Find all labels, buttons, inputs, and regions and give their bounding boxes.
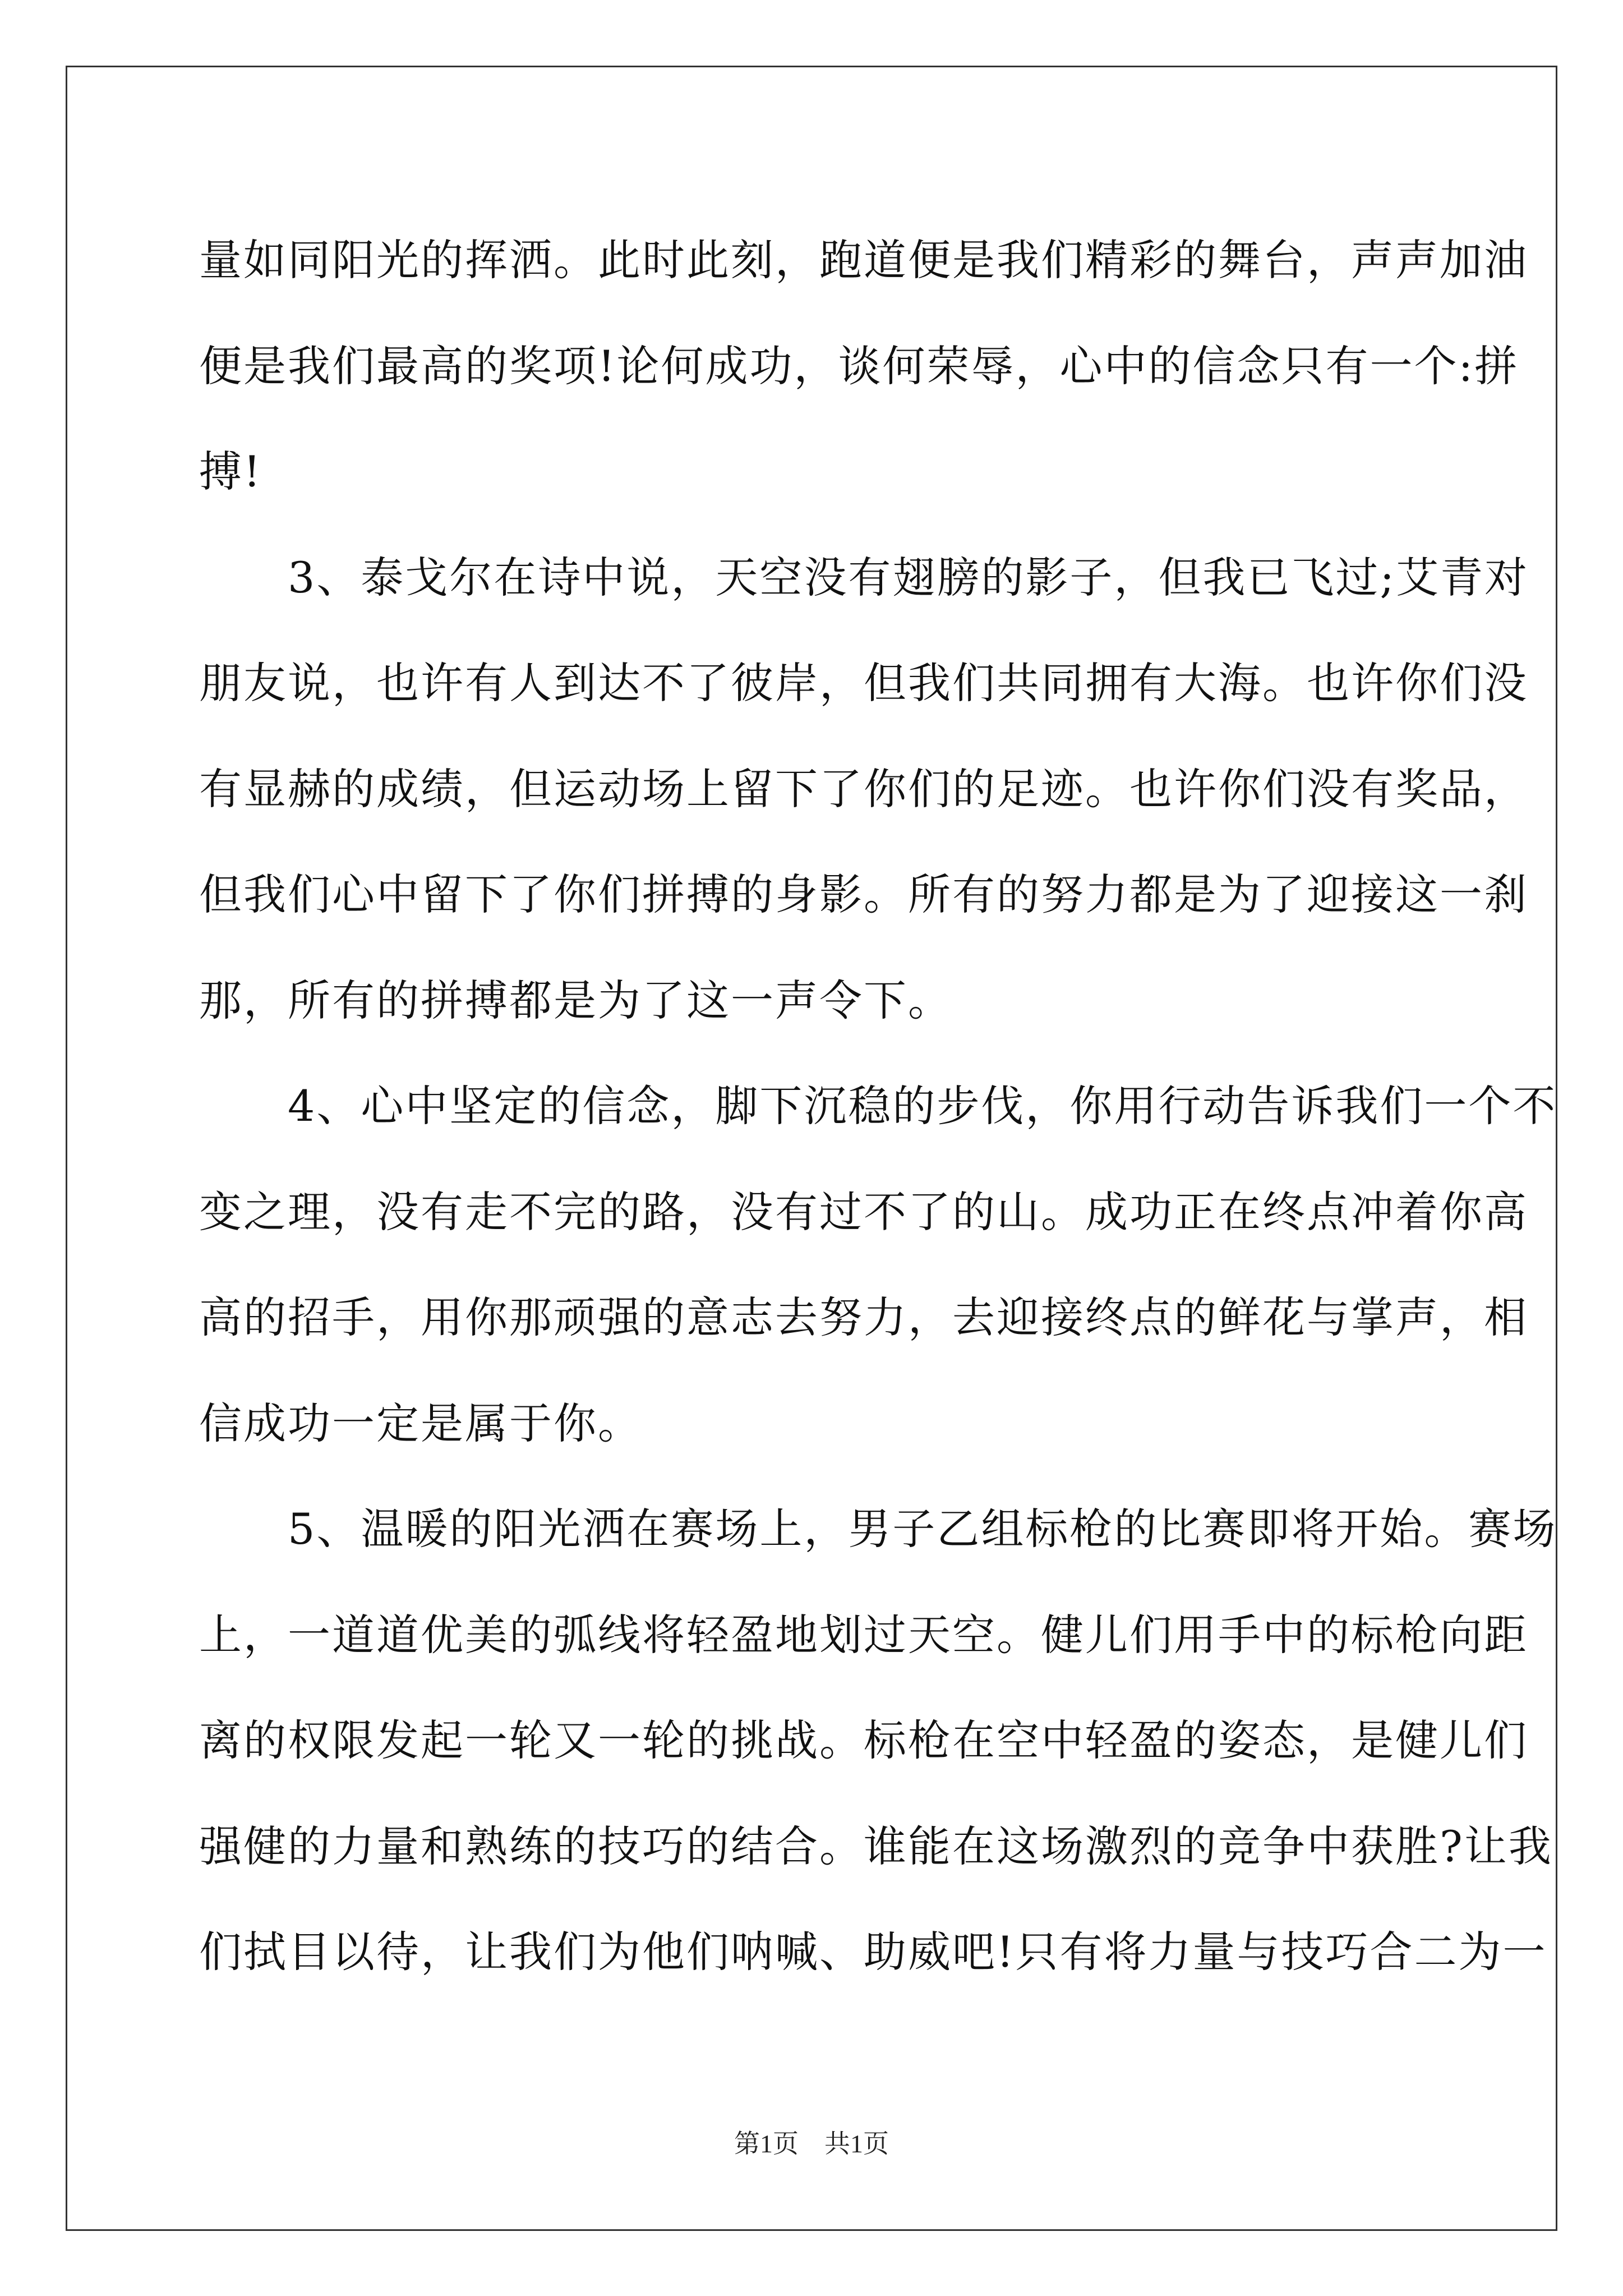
text-line: 上，一道道优美的弧线将轻盈地划过天空。健儿们用手中的标枪向距 xyxy=(199,1609,1528,1660)
text-line: 信成功一定是属于你。 xyxy=(199,1398,642,1448)
text-line: 朋友说，也许有人到达不了彼岸，但我们共同拥有大海。也许你们没 xyxy=(199,658,1528,708)
text-line: 3、泰戈尔在诗中说，天空没有翅膀的影子，但我已飞过;艾青对 xyxy=(199,552,1529,602)
text-line: 高的招手，用你那顽强的意志去努力，去迎接终点的鲜花与掌声，相 xyxy=(199,1292,1528,1342)
text-line: 5、温暖的阳光洒在赛场上，男子乙组标枪的比赛即将开始。赛场 xyxy=(199,1504,1557,1554)
text-line: 4、心中坚定的信念，脚下沉稳的步伐，你用行动告诉我们一个不 xyxy=(199,1081,1557,1131)
page-number-footer: 第1页 共1页 xyxy=(734,2129,889,2158)
text-line: 便是我们最高的奖项!论何成功，谈何荣辱，心中的信念只有一个:拼 xyxy=(199,341,1519,391)
text-line: 量如同阳光的挥洒。此时此刻，跑道便是我们精彩的舞台，声声加油 xyxy=(199,235,1528,285)
text-line: 们拭目以待，让我们为他们呐喊、助威吧!只有将力量与技巧合二为一 xyxy=(199,1927,1547,1977)
text-line: 但我们心中留下了你们拼搏的身影。所有的努力都是为了迎接这一刹 xyxy=(199,869,1528,919)
text-line: 离的权限发起一轮又一轮的挑战。标枪在空中轻盈的姿态，是健儿们 xyxy=(199,1715,1528,1765)
text-line: 那，所有的拼搏都是为了这一声令下。 xyxy=(199,975,952,1025)
document-body xyxy=(199,208,1557,2005)
text-line: 搏! xyxy=(199,447,262,496)
text-line: 强健的力量和熟练的技巧的结合。谁能在这场激烈的竞争中获胜?让我 xyxy=(199,1821,1553,1871)
text-line: 有显赫的成绩，但运动场上留下了你们的足迹。也许你们没有奖品， xyxy=(199,763,1528,814)
text-line: 变之理，没有走不完的路，没有过不了的山。成功正在终点冲着你高 xyxy=(199,1186,1528,1237)
